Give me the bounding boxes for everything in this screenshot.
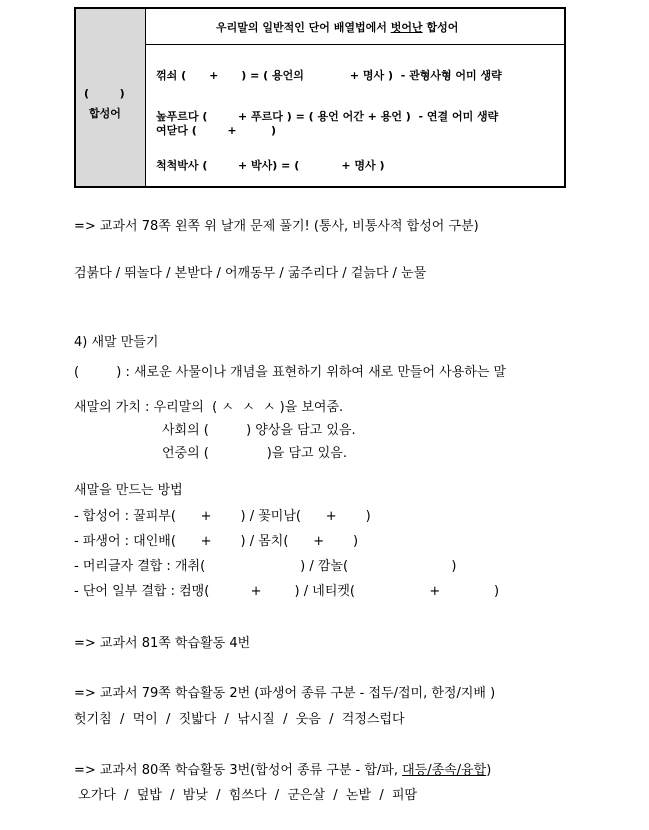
method-partial: - 단어 일부 결합 : 컴맹( + ) / 네티켓( + ) xyxy=(74,584,500,599)
neologism-value: 새말의 가치 : 우리말의 ( ㅅ ㅅ ㅅ )을 보여줌. xyxy=(74,400,344,415)
methods-heading: 새말을 만드는 방법 xyxy=(74,483,183,498)
neologism-value-public: 언중의 ( )을 담고 있음. xyxy=(162,446,347,461)
underlined-categories: 대등/종속/융합 xyxy=(402,763,487,778)
textbook-note-81: => 교과서 81쪽 학습활동 4번 xyxy=(74,636,251,651)
word-list-80: 오가다 / 덮밥 / 밤낮 / 힘쓰다 / 군은살 / 논밭 / 피땀 xyxy=(74,788,418,803)
table-row: 꺾쇠 ( + ) = ( 용언의 + 명사 ) - 관형사형 어미 생략 xyxy=(156,69,502,82)
table-header xyxy=(146,9,564,45)
method-derivative: - 파생어 : 대인배( + ) / 몸치( + ) xyxy=(74,534,359,549)
method-initials: - 머리글자 결합 : 개취( ) / 깜놀( ) xyxy=(74,559,457,574)
word-list-78: 검붉다 / 뛰놀다 / 본받다 / 어깨동무 / 굶주리다 / 겉늙다 / 눈물 xyxy=(74,266,427,281)
table-row: 척척박사 ( + 박사) = ( + 명사 ) xyxy=(156,159,385,172)
table-left-cell xyxy=(76,9,146,186)
textbook-note-78: => 교과서 78쪽 왼쪽 위 날개 문제 풀기! (통사, 비통사적 합성어 구분) xyxy=(74,219,479,234)
neologism-definition: ( ) : 새로운 사물이나 개념을 표현하기 위하여 새로 만들어 사용하는 말 xyxy=(74,365,507,380)
table-row: 높푸르다 ( + 푸르다 ) = ( 용언 어간 + 용언 ) - 연결 어미 생략 xyxy=(156,110,499,123)
left-label: 합성어 xyxy=(89,107,121,120)
table-row: 여닫다 ( + ) xyxy=(156,124,277,137)
neologism-value-social: 사회의 ( ) 양상을 담고 있음. xyxy=(162,423,356,438)
table-header-text: 우리말의 일반적인 단어 배열법에서 벗어난 합성어 xyxy=(216,21,459,34)
section-heading: 4) 새말 만들기 xyxy=(74,335,159,350)
word-list-79: 헛기침 / 먹이 / 짓밟다 / 낚시질 / 웃음 / 걱정스럽다 xyxy=(74,712,405,727)
left-label-paren: ( ) xyxy=(84,87,125,100)
textbook-note-79: => 교과서 79쪽 학습활동 2번 (파생어 종류 구분 - 접두/접미, 한정/지배 ) xyxy=(74,686,496,701)
textbook-note-80: => 교과서 80쪽 학습활동 3번(합성어 종류 구분 - 합/파, 대등/종속/융합) xyxy=(74,763,492,778)
compound-word-table xyxy=(74,7,566,188)
method-compound: - 합성어 : 꿀피부( + ) / 꽃미남( + ) xyxy=(74,509,371,524)
